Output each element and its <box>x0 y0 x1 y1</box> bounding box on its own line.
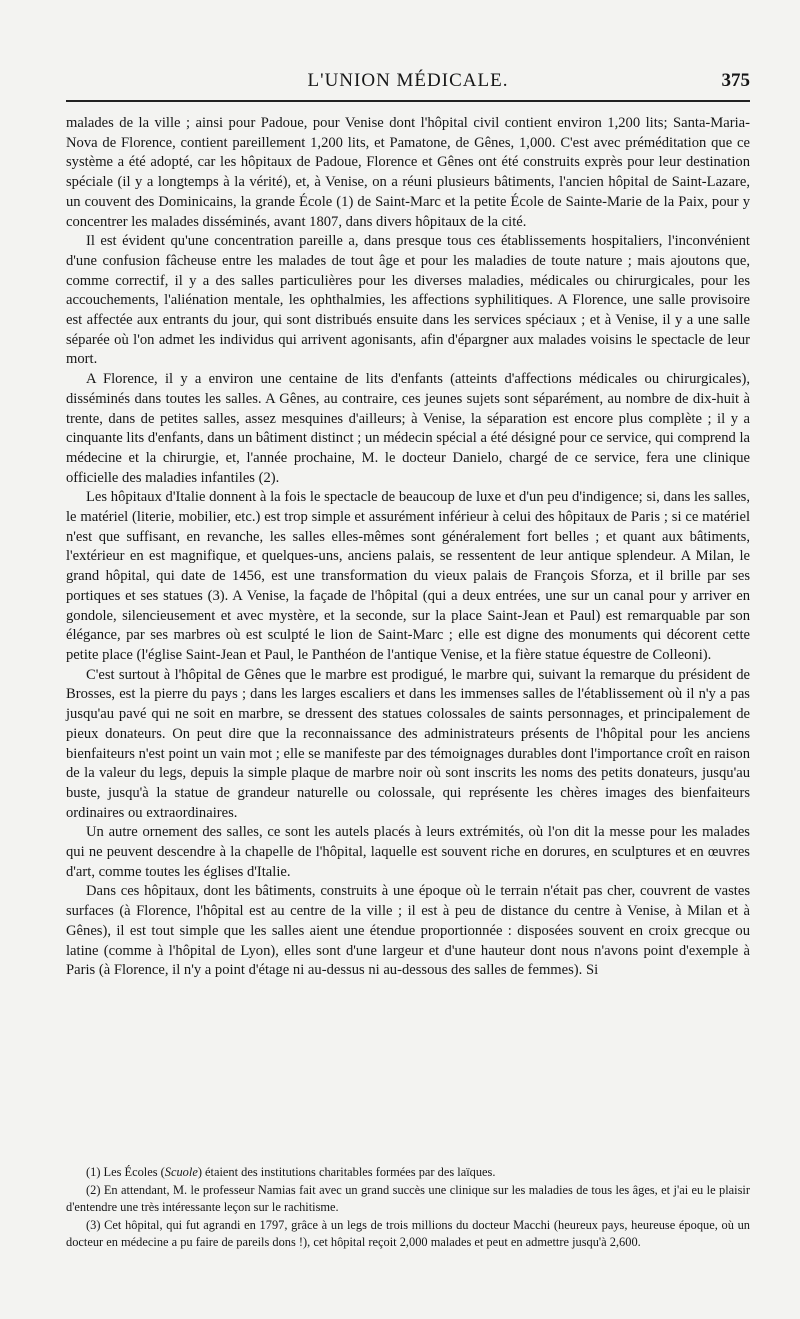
paragraph: A Florence, il y a environ une centaine de lits d'enfants (atteints d'affections médicales ou chirurgicales), disséminés dans toutes les salles. A Gênes, au contraire, ces jeunes sujets sont séparément, au nombre de dix-huit à trente, dans de petites salles, assez mesquines d'ailleurs; à Venise, la séparation est encore plus complète ; il y a cinquante lits d'enfants, dans un bâtiment distinct ; un médecin spécial a été désigné pour ce service, qui comprend la médecine et la chirurgie, et, l'année prochaine, M. le docteur Danielo, chargé de ce service, fera une clinique officielle des maladies infantiles (2). <box>66 371 750 486</box>
header-rule <box>66 100 750 102</box>
article-body <box>66 114 750 981</box>
journal-title: L'UNION MÉDICALE. <box>307 70 509 91</box>
footnote-1-italic: Scuole <box>164 1165 198 1179</box>
page-number: 375 <box>721 70 750 91</box>
paragraph: Il est évident qu'une concentration pareille a, dans presque tous ces établissements hospitaliers, l'inconvénient d'une confusion fâcheuse entre les malades de tout âge et pour les maladies de toute nature ; mais ajoutons que, comme correctif, il y a des salles particulières pour les diverses maladies, médicales ou chirurgicales, pour les accouchements, l'aliénation mentale, les ophthalmies, les affections syphilitiques. A Florence, une salle provisoire est affectée aux entrants du jour, qui sont distribués ensuite dans les services spéciaux ; et à Venise, il y a une salle séparée où l'on admet les individus qui arrivent agonisants, afin d'épargner aux malades voisins le spectacle de leur mort. <box>66 233 750 368</box>
footnotes <box>66 1164 750 1252</box>
footnote-1 <box>66 1164 750 1182</box>
running-head <box>66 62 750 96</box>
paragraph: malades de la ville ; ainsi pour Padoue, pour Venise dont l'hôpital civil contient environ 1,200 lits; Santa-Maria-Nova de Florence, contient pareillement 1,200 lits, et Pamatone, de Gênes, 1,000. C'est avec préméditation que ce système a été adopté, car les hôpitaux de Padoue, Florence et Gênes ont été construits exprès pour leur destination spéciale (il y a longtemps à la vérité), et, à Venise, on a réuni plusieurs bâtiments, l'ancien hôpital de Saint-Lazare, un couvent des Dominicains, la grande École (1) de Saint-Marc et la petite École de Sainte-Marie de la Paix, pour y concentrer les malades disséminés, avant 1807, dans divers hôpitaux de la cité. <box>66 115 750 230</box>
footnote-2: (2) En attendant, M. le professeur Namias fait avec un grand succès une clinique sur les maladies de tous les âges, et j'ai eu le plaisir d'entendre une très intéressante leçon sur le rachitisme. <box>66 1182 750 1214</box>
paragraph: Les hôpitaux d'Italie donnent à la fois le spectacle de beaucoup de luxe et d'un peu d'indigence; si, dans les salles, le matériel (literie, mobilier, etc.) est trop simple et assurément inférieur à celui des hôpitaux de Paris ; si ce matériel n'est que suffisant, en revanche, les salles elles-mêmes sont généralement fort belles ; et quant aux bâtiments, l'extérieur en est magnifique, et quelques-uns, anciens palais, se ressentent de leur antique splendeur. A Milan, le grand hôpital, qui date de 1456, est une transformation du vieux palais de François Sforza, et il brille par ses portiques et ses statues (3). A Venise, la façade de l'hôpital (qui a deux entrées, une sur un canal pour y arriver en gondole, silencieusement et avec mystère, et la seconde, sur la place Saint-Jean et Paul) est remarquable par son élégance, par ses marbres où est sculpté le lion de Saint-Marc ; elle est digne des monuments qui décorent cette petite place (l'église Saint-Jean et Paul, le Panthéon de l'antique Venise, et la fière statue équestre de Colleoni). <box>66 489 750 663</box>
paragraph: Un autre ornement des salles, ce sont les autels placés à leurs extrémités, où l'on dit la messe pour les malades qui ne peuvent descendre à la chapelle de l'hôpital, laquelle est souvent riche en dorures, en sculptures et en œuvres d'art, comme toutes les églises d'Italie. <box>66 824 750 880</box>
footnote-3: (3) Cet hôpital, qui fut agrandi en 1797, grâce à un legs de trois millions du docteur Macchi (heureux pays, heureuse époque, où un docteur en médecine a pu faire de pareils dons !), cet hôpital reçoit 2,000 malades et peut en admettre jusqu'à 2,600. <box>66 1217 750 1249</box>
paragraph: Dans ces hôpitaux, dont les bâtiments, construits à une époque où le terrain n'était pas cher, couvrent de vastes surfaces (à Florence, l'hôpital est au centre de la ville ; il est à peu de distance du centre à Venise, à Milan et à Gênes), il est tout simple que les salles aient une étendue proportionnée : disposées souvent en croix grecque ou latine (comme à l'hôpital de Lyon), elles sont d'une largeur et d'une hauteur dont nous n'avons point d'exemple à Paris (à Florence, il n'y a point d'étage ni au-dessus ni au-dessous des salles de femmes). Si <box>66 883 750 979</box>
footnote-1-before: (1) Les Écoles ( <box>86 1165 165 1179</box>
footnote-1-after: ) étaient des institutions charitables formées par des laïques. <box>197 1165 496 1179</box>
paragraph: C'est surtout à l'hôpital de Gênes que le marbre est prodigué, le marbre qui, suivant la remarque du président de Brosses, est la pierre du pays ; dans les larges escaliers et dans les immenses salles de l'établissement où il n'y a pas jusqu'au pavé qui ne soit en marbre, se dressent des statues colossales de saints personnages, et principalement de pieux donateurs. On peut dire que la reconnaissance des administrateurs présents de l'hôpital pour les anciens bienfaiteurs n'est point un vain mot ; elle se manifeste par des témoignages durables dont l'importance croît en raison de la valeur du legs, depuis la simple plaque de marbre noir où sont inscrits les noms des petits donateurs, jusqu'au buste, jusqu'à la statue de grandeur naturelle ou colossale, qui représente les chères images des bienfaiteurs ordinaires ou extraordinaires. <box>66 666 750 821</box>
